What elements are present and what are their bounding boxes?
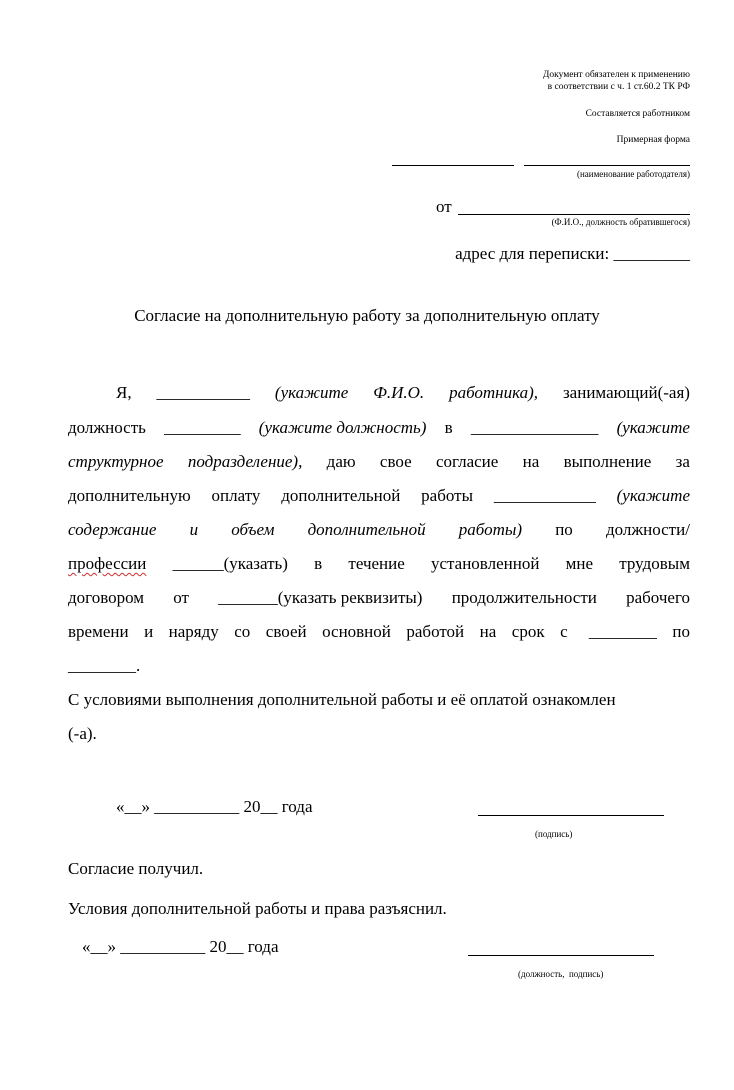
body-word: содержание xyxy=(68,520,157,539)
body-word: и xyxy=(189,520,199,539)
employer-line-left xyxy=(392,165,514,166)
body-word: Ф.И.О. xyxy=(373,383,425,402)
blank-position: _________ xyxy=(164,418,241,437)
acknowledgement-text-end: (-а). xyxy=(68,724,97,743)
signature1-caption: (подпись) xyxy=(535,829,573,839)
body-word: за xyxy=(675,452,690,471)
body-word: работы) xyxy=(458,520,523,539)
body-word: времени xyxy=(68,622,129,641)
body-word: структурное xyxy=(68,452,164,471)
body-word: (укажите xyxy=(274,383,349,402)
body-line-5 xyxy=(68,520,690,540)
blank-profession: ______(указать) xyxy=(172,554,288,573)
body-line-2 xyxy=(68,418,690,438)
body-word: основной xyxy=(322,622,391,641)
body-line-6 xyxy=(68,554,690,574)
body-word: работой xyxy=(406,622,465,641)
body-word: работы xyxy=(421,486,473,505)
body-word: своей xyxy=(265,622,307,641)
body-word: мне xyxy=(565,554,594,573)
body-word: и xyxy=(144,622,154,641)
body-word: договором xyxy=(68,588,145,607)
body-word-spellcheck: профессии xyxy=(68,554,147,573)
applicant-line xyxy=(458,214,690,215)
blank-department: _______________ xyxy=(470,418,599,437)
signature2-date: «__» __________ 20__ года xyxy=(82,937,279,956)
employer-line-right xyxy=(524,165,690,166)
conditions-explained: Условия дополнительной работы и права разъяснил. xyxy=(68,899,447,918)
body-word: продолжительности xyxy=(451,588,597,607)
blank-start-date: с ________ xyxy=(560,622,657,641)
body-word: по xyxy=(672,622,690,641)
body-word: наряду xyxy=(168,622,219,641)
body-word: (укажите xyxy=(616,418,690,437)
address-label: адрес для переписки: _________ xyxy=(455,244,690,263)
blank-end-date: ________. xyxy=(68,656,141,675)
body-word: даю xyxy=(326,452,356,471)
body-line-4 xyxy=(68,486,690,506)
body-word: Я, xyxy=(116,383,132,402)
body-word: должности/ xyxy=(605,520,690,539)
paragraph2-line-1 xyxy=(68,690,690,710)
body-word: рабочего xyxy=(626,588,690,607)
header-note-line1: Документ обязателен к применению xyxy=(542,70,690,80)
body-word: оплату xyxy=(211,486,261,505)
body-line-9 xyxy=(68,656,690,676)
compiled-by-note: Составляется работником xyxy=(585,109,690,119)
paragraph2-line-2 xyxy=(68,724,690,744)
body-word: в xyxy=(444,418,453,437)
body-word: со xyxy=(234,622,251,641)
body-word: трудовым xyxy=(619,554,690,573)
applicant-caption: (Ф.И.О., должность обратившегося) xyxy=(551,217,690,227)
signature1-line xyxy=(478,815,664,816)
blank-contract: _______(указать реквизиты) xyxy=(218,588,423,607)
blank-content: ____________ xyxy=(493,486,596,505)
body-word: согласие xyxy=(435,452,499,471)
body-word: срок xyxy=(511,622,545,641)
signature1-date: «__» __________ 20__ года xyxy=(116,797,313,816)
body-word: (укажите должность) xyxy=(258,418,427,437)
acknowledgement-text: С условиями выполнения дополнительной работы и её оплатой ознакомлен xyxy=(68,690,616,709)
body-line-1 xyxy=(116,383,690,403)
body-word: на xyxy=(479,622,497,641)
body-word: дополнительную xyxy=(68,486,191,505)
body-word: по xyxy=(555,520,573,539)
body-word: свое xyxy=(379,452,412,471)
body-word: установленной xyxy=(430,554,540,573)
header-note-line2: в соответствии с ч. 1 ст.60.2 ТК РФ xyxy=(547,82,690,92)
from-label: от xyxy=(436,197,452,216)
body-word: течение xyxy=(348,554,405,573)
body-word: дополнительной xyxy=(281,486,401,505)
body-word: подразделение), xyxy=(187,452,303,471)
body-word: выполнение xyxy=(563,452,652,471)
body-word: объем xyxy=(231,520,275,539)
body-word: работника), xyxy=(449,383,539,402)
signature2-line xyxy=(468,955,654,956)
body-word: в xyxy=(314,554,323,573)
document-title: Согласие на дополнительную работу за дополнительную оплату xyxy=(134,306,600,325)
body-word: занимающий(-ая) xyxy=(562,383,690,402)
signature2-caption: (должность, подпись) xyxy=(518,969,604,979)
body-word: дополнительной xyxy=(307,520,426,539)
form-type-note: Примерная форма xyxy=(616,135,690,145)
body-word: должность xyxy=(68,418,146,437)
consent-received: Согласие получил. xyxy=(68,859,204,878)
body-line-8 xyxy=(68,622,690,642)
body-line-7 xyxy=(68,588,690,608)
blank-fio: ___________ xyxy=(156,383,250,402)
body-line-3 xyxy=(68,452,690,472)
body-word: на xyxy=(522,452,540,471)
body-word: (укажите xyxy=(616,486,690,505)
employer-caption: (наименование работодателя) xyxy=(576,169,690,179)
body-word: от xyxy=(173,588,189,607)
